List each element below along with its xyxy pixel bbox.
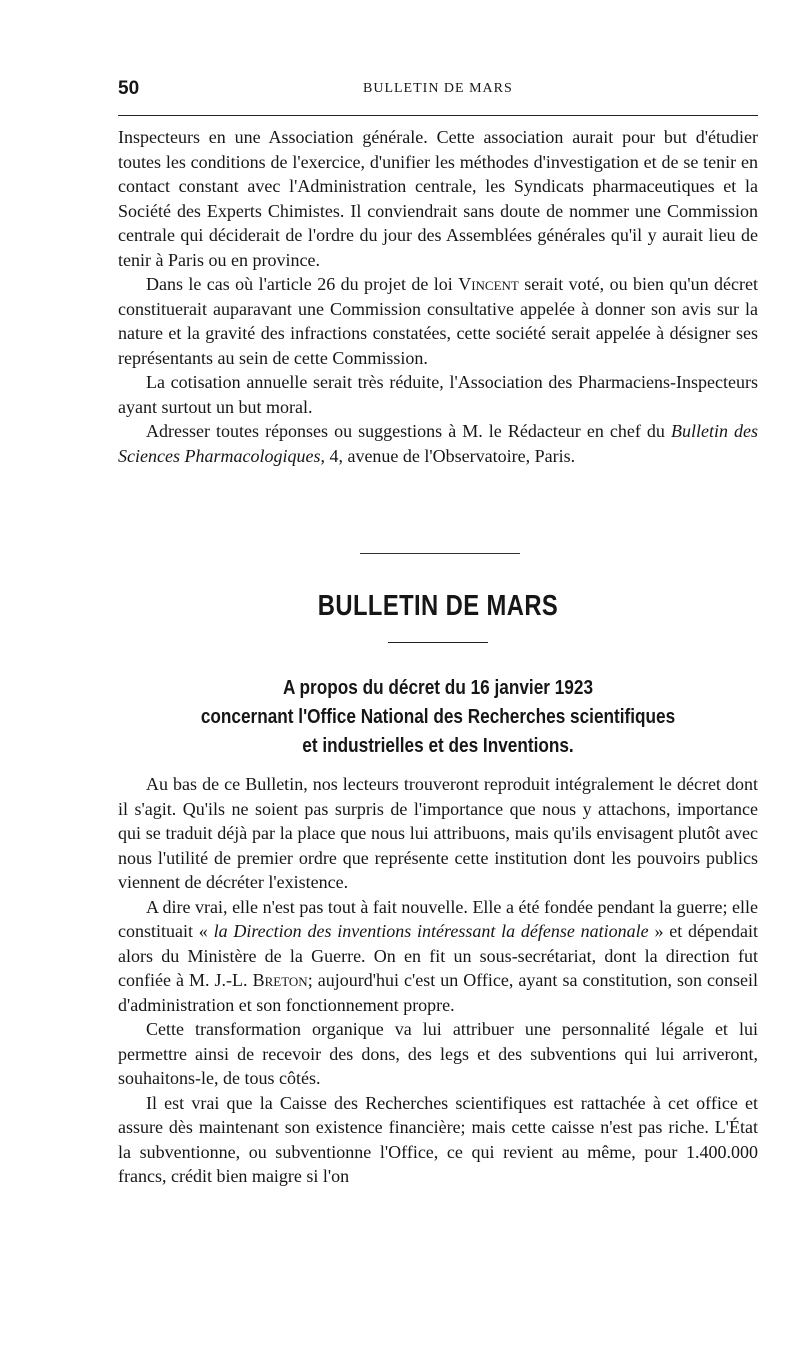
paragraph: Dans le cas où l'article 26 du projet de loi Vincent serait voté, ou bien qu'un décret constituerait auparavant une Commission consultative appelée à donner son avis sur la nature et la gravité des infractions constatées, cette société serait appelée à désigner ses représentants au sein de cette Commission. (118, 274, 758, 368)
page-number: 50 (118, 78, 140, 99)
paragraph: La cotisation annuelle serait très réduite, l'Association des Pharmaciens-Inspecteurs ayant surtout un but moral. (118, 372, 758, 417)
paragraph: A dire vrai, elle n'est pas tout à fait nouvelle. Elle a été fondée pendant la guerre; elle constituait « la Direction des inventions intéressant la défense nationale » et dépendait alors du Ministère de la Guerre. On en fit un sous-secrétariat, dont la direction fut confiée à M. J.-L. Breton; aujourd'hui c'est un Office, ayant sa constitution, son conseil d'administration et son fonctionnement propre. (118, 896, 759, 1015)
paragraph: Adresser toutes réponses ou suggestions à M. le Rédacteur en chef du Bulletin des Sciences Pharmacologiques, 4, avenue de l'Observatoire, Paris. (118, 421, 759, 466)
person-name: Breton (252, 970, 308, 990)
article-body (118, 772, 758, 1189)
quoted-name: la Direction des inventions intéressant la défense nationale (213, 921, 649, 941)
separator-rule (360, 553, 520, 554)
paragraph: Au bas de ce Bulletin, nos lecteurs trouveront reproduit intégralement le décret dont il s'agit. Qu'ils ne soient pas surpris de l'importance que nous y attachons, importance qui se traduit déjà par la place que nous lui attribuons, mais qu'ils envisagent plutôt avec nous l'utilité de premier ordre que représente cette institution dont les pouvoirs publics viennent de décréter l'existence. (118, 774, 758, 892)
person-name: Vincent (458, 274, 519, 294)
title-rule (388, 642, 488, 643)
paragraph: Inspecteurs en une Association générale. Cette association aurait pour but d'étudier toutes les conditions de l'exercice, d'unifier les méthodes d'investigation et de se tenir en contact constant avec l'Administration centrale, les Syndicats pharmaceutiques et la Société des Experts Chimistes. Il conviendrait sans doute de nommer une Commission centrale qui déciderait de l'ordre du jour des Assemblées générales qu'il y aurait lieu de tenir à Paris ou en province. (118, 127, 758, 270)
article-title-line: A propos du décret du 16 janvier 1923 (282, 677, 594, 699)
section-title: BULLETIN DE MARS (317, 590, 559, 622)
paragraph: Il est vrai que la Caisse des Recherches scientifiques est rattachée à cet office et assure dès maintenant son existence financière; mais cette caisse n'est pas riche. L'État la subventionne, ou subventionne l'Office, ce qui revient au même, pour 1.400.000 francs, crédit bien maigre si l'on (118, 1092, 758, 1186)
header-rule (118, 115, 758, 116)
article-title (118, 674, 758, 761)
paragraph: Cette transformation organique va lui attribuer une personnalité légale et lui permettre ainsi de recevoir des dons, des legs et des subventions qui lui arriveront, souhaitons-le, de tous côtés. (118, 1019, 758, 1088)
article-title-line: concernant l'Office National des Recherches scientifiques (200, 706, 676, 728)
journal-title: Bulletin des Sciences Pharmacologiques (118, 421, 759, 466)
page-header (118, 78, 758, 108)
article-title-line: et industrielles et des Inventions. (302, 735, 574, 757)
continued-text (118, 125, 758, 468)
running-head: BULLETIN DE MARS (363, 81, 513, 96)
